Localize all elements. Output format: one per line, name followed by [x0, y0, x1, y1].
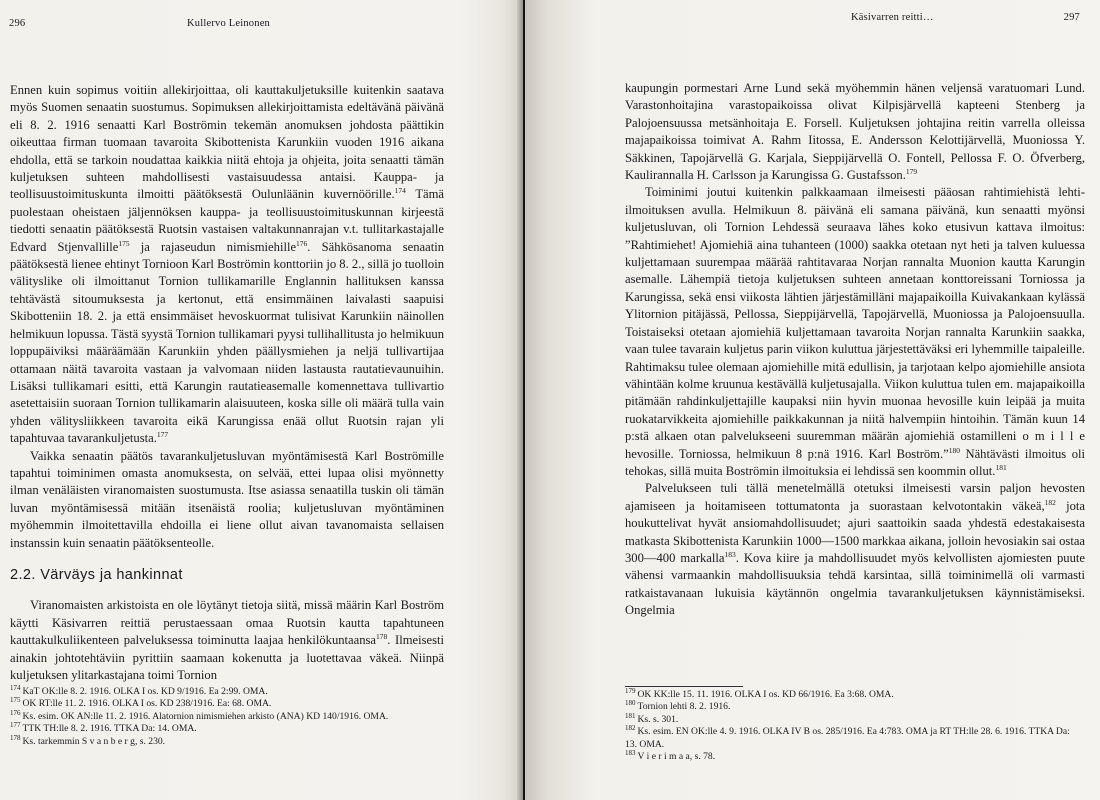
paragraph-text: Vaikka senaatin päätös tavarankuljetusluvan myöntämisestä Karl Boströmille tapahtui toiminimen omasta anomuksesta, on selvää, ettei lupaa olisi myönnetty ilman venäläisten viranomaisten suostumusta. Itse asiassa senaatilla tuskin oli tämän luvan myöntämisessä mitään itsenäistä roolia; kuljetusluvan myöntäminen myöhemmin ilmoitettavilla ehdoilla ei liene ollut aivan tavanomaista sellaisen instanssin kuin senaatin päätöksenteolle. [10, 448, 444, 550]
footnote [10, 698, 450, 710]
left-paragraphs-before [10, 82, 444, 552]
left-footnotes [10, 686, 450, 748]
footnote [10, 708, 450, 723]
paragraph-text: . Sähkösanoma senaatin päätöksestä lienee ehtinyt Tornioon Karl Boströmin konttoriin jo 8. 2., sillä jo tuolloin välityslike oli ilmoittanut Tornion tullikamarille Englannin hallituksen kanssa tehtävästä sitoumuksesta ja kertonut, että ensimmäinen laivalasti saapuisi Skibotteniin 18. 2. ja että ensimmäiset hevoskuormat tulisivat Karunkiin näinollen helmikuun lopussa. Tästä syystä Tornion tullikamari pyysi tullihallitusta jo helmikuun loppupäiviksi määräämään Karunkiin yhden päällysmiehen ja neljä tullivartijaa ottamaan näitä tavaroita vastaan ja valvomaan niiden lastausta rautatievaunuihin. Lisäksi tullikamari esitti, että Karungin rautatieasemalle komennettava tullivartio asetettaisiin suoraan Tornion tullikamarin alaisuuteen, koska sille oli määrä tulla vain yhden välitysliikkeen tavaroita eikä Karungissa enää ollut Ruotsin rajan yli tapahtuvaa tavarankuljetusta. [10, 239, 444, 446]
footnote [625, 701, 1075, 713]
footnote-ref: 176 [296, 238, 308, 248]
footnote-text: OK KK:lle 15. 11. 1916. OLKA I os. KD 66/1916. Ea 3:68. OMA. [637, 689, 894, 700]
paragraph [625, 80, 1085, 184]
footnote-number: 175 [10, 696, 21, 705]
footnote-text: Ks. s. 301. [637, 713, 679, 725]
footnote-number: 174 [10, 684, 21, 692]
footnote-ref: 183 [724, 549, 736, 559]
paragraph-text: Nähtävästi ilmoitus oli tehokas, sillä muita Boströmin ilmoituksia ei lehdissä sen koommin ollut. [625, 446, 1085, 478]
left-page [0, 0, 523, 800]
right-page [525, 0, 1100, 800]
footnote-rule [625, 686, 743, 687]
paragraph [625, 184, 1085, 480]
footnote [10, 733, 450, 748]
footnote-ref: 181 [995, 462, 1007, 472]
right-body-text [625, 80, 1085, 620]
footnote-text: TTK TH:lle 8. 2. 1916. TTKA Da: 14. OMA. [22, 723, 197, 735]
footnote [10, 723, 450, 735]
paragraph-text: . Ilmeisesti ainakin johtotehtäviin pyrittiin saamaan kokenutta ja luotettavaa väkeä. Niinpä kuljetuksen ylitarkastajana toimi Tornion [10, 633, 444, 682]
footnote-ref: 178 [376, 632, 388, 642]
paragraph [10, 448, 444, 552]
footnote-text: Tornion lehti 8. 2. 1916. [637, 701, 731, 713]
footnote-ref: 177 [156, 430, 169, 440]
footnote-ref: 182 [1044, 497, 1056, 507]
paragraph-text: Ennen kuin sopimus voitiin allekirjoittaa, oli kauttakuljetuksille kuitenkin saatava myös Suomen senaatin suostumus. Sopimuksen allekirjoittamista edeltävänä päivänä eli 8. 2. 1916 senaatti Karl Boströmin tekemän anomuksen johdosta päättikin oikeuttaa firman tuomaan tavaroita Skibottenista Karunkiin vuoden 1916 aikana ehdolla, että se tarkoin noudattaa kaikkia niitä ehtoja ja ohjeita, joita senaatti tämän kuljetuksen suhteen mahdollisesti vastaisuudessa antaisi. Kauppa- ja teollisuustoimituskunta ilmoitti päätöksestä Oulunläänin kuvernöörille. [10, 83, 444, 202]
footnote-text: KaT OK:lle 8. 2. 1916. OLKA I os. KD 9/1916. Ea 2:99. OMA. [22, 686, 268, 697]
right-running-title: Käsivarren reitti… [851, 12, 934, 23]
footnote-number: 177 [10, 721, 21, 730]
footnote-text: Ks. esim. EN OK:lle 4. 9. 1916. OLKA IV B os. 285/1916. Ea 4:783. OMA ja RT TH:lle 28. 6. 1916. TTKA Da: 13. OMA. [625, 726, 1070, 750]
footnote-number: 181 [625, 711, 636, 720]
right-page-number: 297 [1063, 12, 1080, 23]
footnote [625, 751, 1075, 763]
footnote [10, 686, 450, 698]
footnote-text: V i e r i m a a, s. 78. [637, 751, 716, 763]
paragraph [625, 480, 1085, 619]
right-running-head [625, 12, 1080, 36]
footnote-ref: 179 [905, 167, 918, 177]
left-body-text [10, 82, 444, 684]
paragraph-text: ja rajaseudun nimismiehille [129, 239, 297, 254]
paragraph-text: . Kova kiire ja mahdollisuudet myös kelvollisten ajomiesten puute vähensi varmaankin mahdollisuuksia tehdä karsintaa, sillä toiminimellä oli varmasti ratkaistavanaan lukuisia käytännön ongelmia tavarankuljetuksen käynnistämiseksi. Ongelmia [625, 550, 1085, 618]
footnote [625, 726, 1075, 751]
footnote-ref: 174 [394, 186, 406, 196]
paragraph-text: Toiminimi joutui kuitenkin palkkaamaan ilmeisesti pääosan rahtimiehistä lehti-ilmoituksen avulla. Helmikuun 8. päivänä eli samana päivänä, kun senaatti myönsi kuljetusluvan, oli Tornion Lehdessä seuraava lähes koko etusivun kattava ilmoitus: ”Rahtimiehet! Ajomiehiä aina tuhanteen (1000) saakka otetaan nyt heti ja talven kuluessa kuljettamaan suurempaa määrää rahtitavaraa Norjan rannalta Muonion kautta Karungin asemalle. Lähempiä tietoja kuljetuksen suhteen annetaan konttoreissani Torniossa ja Karungissa, sekä ensi viikosta lähtien järjestämilläni majapaikoilla Kuivakankaan kylässä Ylitornion pitäjässä, Pellossa, Sieppijärvellä, Tapojärvellä, Muoniossa ja Palojoensuulla. Toistaiseksi otetaan ajomiehiä kuljettamaan tavaroita Norjan rannalta Karunkiin saakka, vaan tulee tavarain kuljetus parin viikon kuluttua järjestettäväksi eri lyhemmille taipaleille. Rahtimaksu tulee olemaan ajomiehille mitä edullisin, ja tarjotaan kelpo ajomiehille ansiota vähintään kolme kruunua kestävällä kuljetusajalla. Viikon kuluttua tulen em. majapaikoilla pitämään rahdinkuljettajille kaupaksi niin hyvin muonaa hevosille kuin leipää ja muita ruokatarvikkeita ajomiehille paikkakunnan ja niitä halvempiin hintoihin. Tämän kuun 14 p:stä alkaen otan palvelukseeni suuremman määrän ajomiehiä ostamilleni o m i l l e hevosille. Torniossa, helmikuun 8 p:nä 1916. Karl Boström.” [625, 185, 1085, 461]
paragraph-text: Viranomaisten arkistoista en ole löytänyt tietoja siitä, missä määrin Karl Boström käytti Käsivarren reittiä perustaessaan omaa Ruotsin kautta tapahtuneen kauttakulkuliikenteen palveluksessa toiminutta laajaa henkilökuntaansa [10, 598, 444, 648]
section-heading: 2.2. Värväys ja hankinnat [10, 566, 183, 583]
footnote [625, 711, 1075, 726]
footnote-ref: 175 [118, 238, 130, 248]
paragraph [10, 82, 444, 448]
footnote-number: 179 [625, 687, 636, 695]
paragraph-text: Palvelukseen tuli tällä menetelmällä otetuksi ilmeisesti varsin paljon hevosten ajamiseen ja hoitamiseen tottumatonta ja suorastaan kelvotontakin väkeä, [625, 481, 1085, 513]
footnote-ref: 180 [948, 445, 960, 455]
footnote-number: 182 [625, 724, 636, 733]
paragraph-text: jota houkuttelivat hyvät ansiomahdollisuudet; ajuri saattoikin saada yhdestä edestakaisesta matkasta Skibottenista Karunkiin 1000—1500 markkaa aikana, jolloin hevosiakin sai ostaa 300—400 markalla [625, 498, 1085, 565]
left-running-head [9, 18, 504, 42]
paragraph-text: Tämä puolestaan oheistaen jäljennöksen kauppa- ja teollisuustoimituskunnan kirjeestä tiedotti senaatin päätöksestä Ruotsin vastaisen valtakunnanrajan v.t. tullitarkastajalle Edvard Stjenvallille [10, 187, 444, 254]
left-page-number: 296 [9, 18, 26, 29]
footnote-text: Ks. tarkemmin S v a n b e r g, s. 230. [22, 735, 166, 747]
footnote-number: 178 [10, 733, 21, 742]
footnote-number: 176 [10, 708, 21, 717]
footnote-text: Ks. esim. OK AN:lle 11. 2. 1916. Alatornion nimismiehen arkisto (ANA) KD 140/1916. OMA. [22, 710, 389, 722]
footnote-text: OK RT:lle 11. 2. 1916. OLKA I os. KD 238/1916. Ea: 68. OMA. [22, 698, 272, 710]
footnote-number: 183 [625, 749, 636, 758]
footnote-number: 180 [625, 699, 636, 708]
footnote [625, 689, 1075, 701]
paragraph-text: kaupungin pormestari Arne Lund sekä myöhemmin hänen veljensä varatuomari Lund. Varastonhoitajina varastopaikoissa olivat Kilpisjärvellä kapteeni Stenberg ja Palojoensuussa metsänhoitaja E. Forsell. Kuljetuksen johtajina reitin varrella olleissa majapaikoissa toimivat A. Rahm Iitossa, E. Andersson Kelottijärvellä, Muoniossa Y. Säkkinen, Tapojärvellä G. Karjala, Sieppijärvellä O. Fontell, Pellossa F. O. Öfverberg, Kaulirannalla H. Carlsson ja Karungissa G. Gustafsson. [625, 81, 1085, 183]
paragraph [10, 597, 444, 684]
left-paragraphs-after [10, 597, 444, 684]
right-footnotes [625, 689, 1075, 763]
left-running-title: Kullervo Leinonen [187, 18, 271, 29]
